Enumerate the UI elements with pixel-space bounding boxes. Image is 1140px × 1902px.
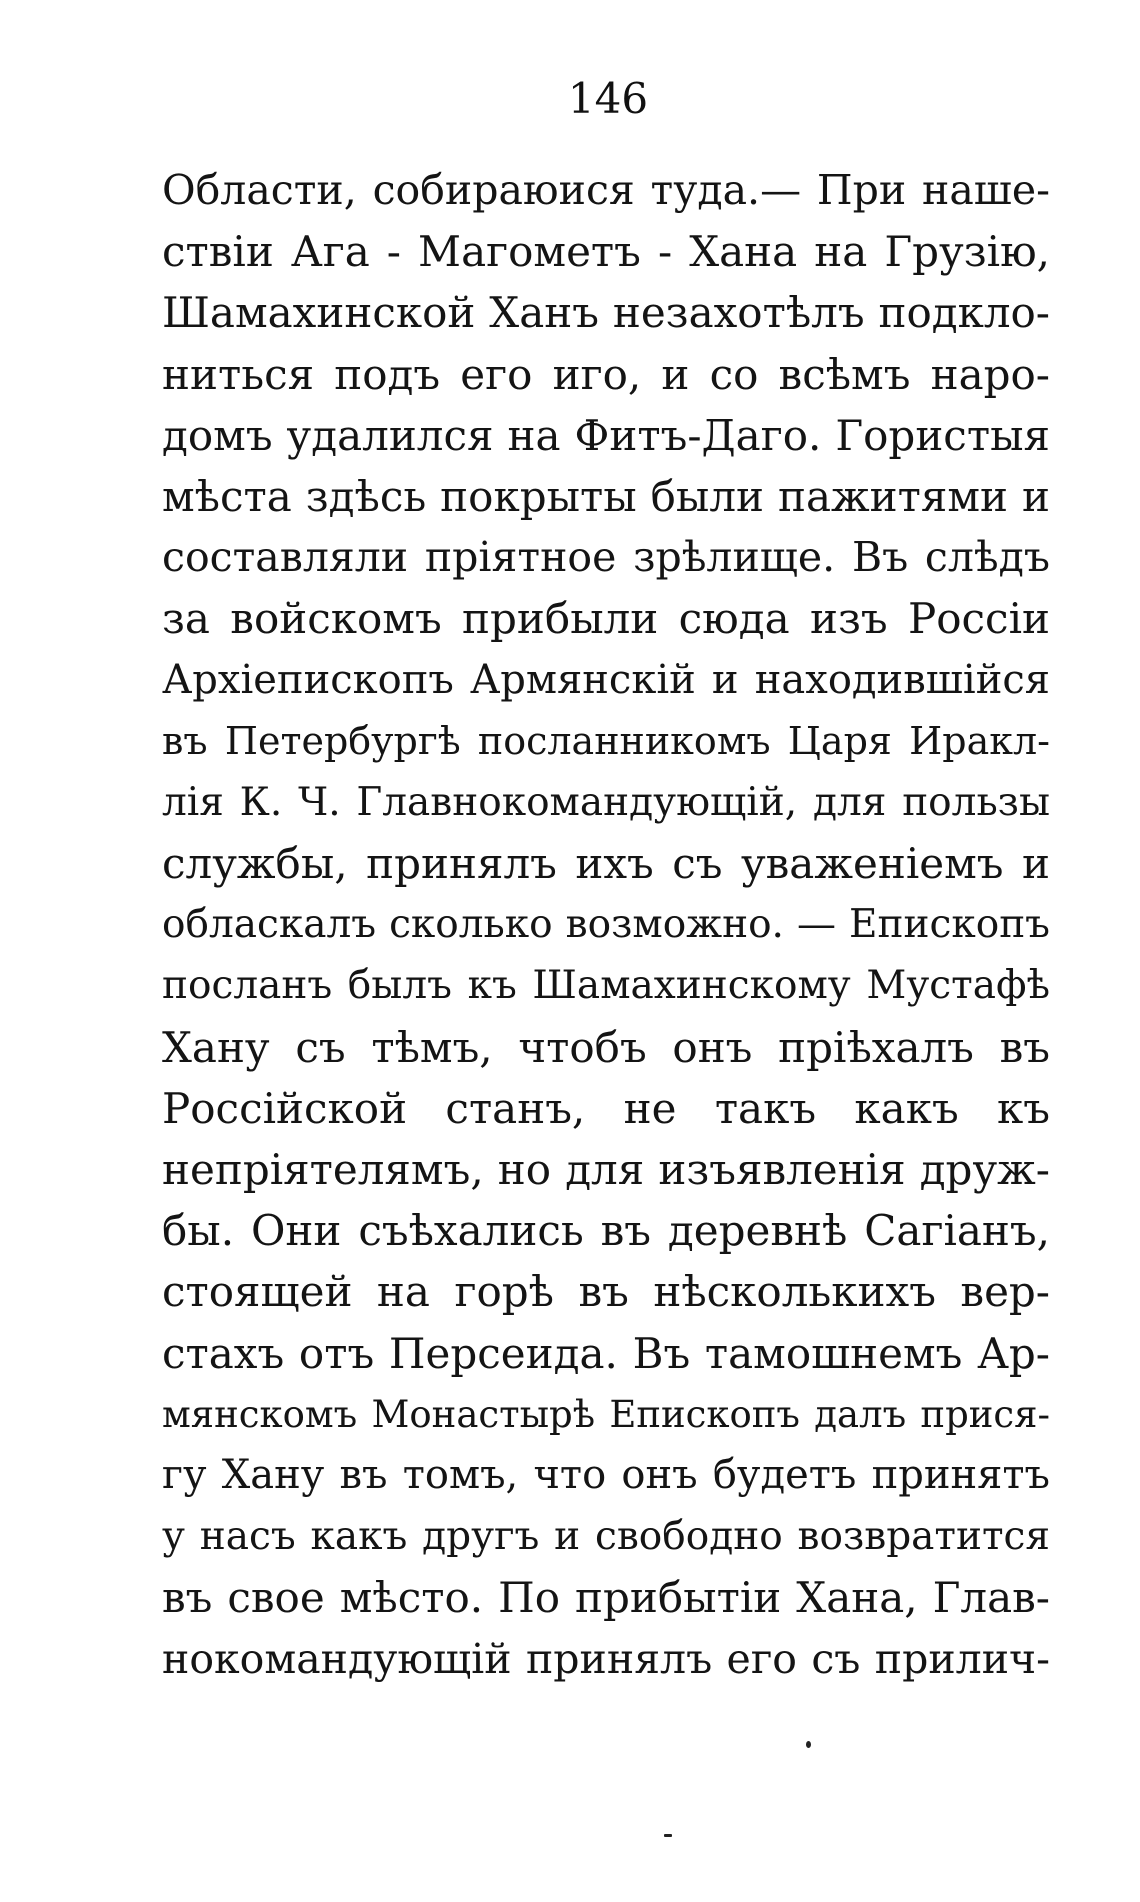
text-line: непріятелямъ, но для изъявленія друж- — [162, 1145, 1050, 1194]
text-line: Россійской станъ, не такъ какъ къ — [162, 1083, 1050, 1133]
page-body-text — [162, 160, 1050, 1690]
text-line: въ свое мѣсто. По прибытіи Хана, Глав- — [162, 1573, 1050, 1623]
text-line: стахъ отъ Персеида. Въ тамошнемъ Ар- — [162, 1328, 1050, 1378]
text-line: домъ удалился на Фитъ-Даго. Гористыя — [162, 410, 1050, 460]
text-line: стоящей на горѣ въ нѣсколькихъ вер- — [162, 1267, 1050, 1317]
text-line: гу Хану въ томъ, что онъ будетъ принятъ — [162, 1451, 1050, 1498]
text-line: составляли пріятное зрѣлище. Въ слѣдъ — [162, 533, 1050, 582]
text-line: нокомандующій принялъ его съ прилич- — [162, 1634, 1050, 1683]
text-line: обласкалъ сколько возможно. — Епископъ — [162, 902, 1050, 948]
text-line: Хану съ тѣмъ, чтобъ онъ пріѣхалъ въ — [162, 1022, 1050, 1072]
text-line: ниться подъ его иго, и со всѣмъ наро- — [162, 349, 1050, 399]
text-line: Архіепископъ Армянскій и находившійся — [162, 656, 1050, 703]
text-line: бы. Они съѣхались въ деревнѣ Сагіанъ, — [162, 1206, 1050, 1256]
text-line: лія К. Ч. Главнокомандующій, для пользы — [162, 779, 1050, 825]
text-line: въ Петербургѣ посланникомъ Царя Иракл- — [162, 718, 1050, 763]
page-number: 146 — [567, 74, 649, 123]
text-line: посланъ былъ къ Шамахинскому Мустафѣ — [162, 963, 1050, 1009]
text-line: службы, принялъ ихъ съ уваженіемъ и — [162, 839, 1050, 889]
text-line: Шамахинской Ханъ незахотѣлъ подкло- — [162, 288, 1050, 338]
text-line: мѣста здѣсь покрыты были пажитями и — [162, 471, 1050, 521]
text-line: мянскомъ Монастырѣ Епископъ далъ прися- — [162, 1392, 1050, 1436]
text-line: Области, собираюися туда.— При наше- — [162, 166, 1050, 214]
ink-speck — [806, 1741, 811, 1748]
text-line: за войскомъ прибыли сюда изъ Россіи — [162, 594, 1050, 644]
text-line: у насъ какъ другъ и свободно возвратится — [162, 1514, 1050, 1560]
text-line: ствіи Ага - Магометъ - Хана на Грузію, — [162, 227, 1050, 277]
ink-speck — [664, 1834, 672, 1837]
